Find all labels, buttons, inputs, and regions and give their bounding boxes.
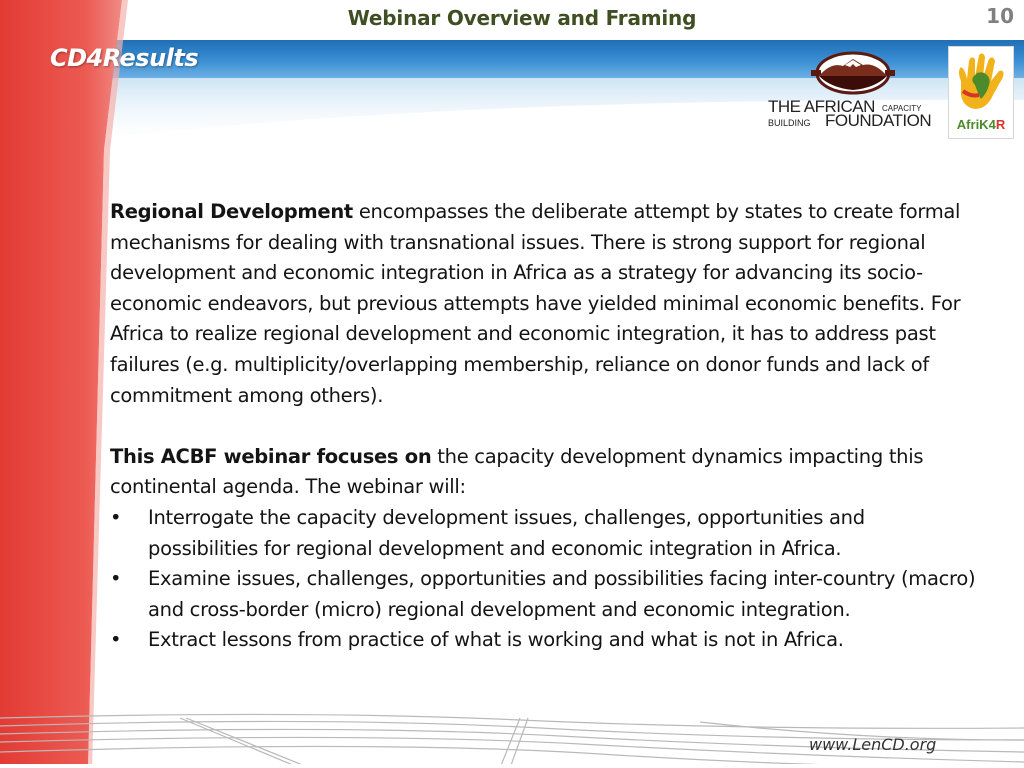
afrik4r-text-accent: R: [995, 117, 1006, 132]
paragraph1-text: encompasses the deliberate attempt by states to create formal mechanisms for dealing with transnational issues. There is strong support for regional development and economic integration in Africa as a strategy for advancing its socio-economic endeavors, but previous attempts have yielded minimal economic benefits. For Africa to realize regional development and economic integration, it has to address past failures (e.g. multiplicity/overlapping membership, reliance on donor funds and lack of commitment among others).: [110, 200, 961, 407]
afrik4r-text: [949, 117, 1013, 132]
paragraph1-bold-lead: Regional Development: [110, 200, 353, 223]
bullet-text: Interrogate the capacity development issues, challenges, opportunities and possibilities for regional development and economic integration in Africa.: [148, 505, 865, 560]
acbf-name-line1: THE AFRICAN: [768, 97, 875, 116]
acbf-name-capacity: CAPACITY: [882, 104, 922, 113]
brand-logo-text: CD4Results: [50, 44, 199, 72]
paragraph-spacer: [110, 411, 980, 442]
acbf-logo: [765, 50, 943, 132]
acbf-name-building: BUILDING: [768, 118, 811, 128]
footer-url: www.LenCD.org: [809, 735, 937, 754]
bullet-item: [110, 625, 980, 656]
bullet-text: Extract lessons from practice of what is working and what is not in Africa.: [148, 628, 844, 652]
bullet-dot-icon: •: [110, 567, 122, 591]
paragraph2-bold-lead: This ACBF webinar focuses on: [110, 444, 432, 468]
paragraph-webinar-focus: [110, 442, 980, 503]
paragraph2-text: the capacity development dynamics impacting this continental agenda. The webinar will:: [110, 444, 924, 499]
afrik4r-logo: [948, 46, 1014, 139]
afrik4r-text-main: AfriK4: [956, 117, 996, 132]
red-side-stripe: [0, 0, 122, 768]
paragraph-regional-development: [110, 197, 980, 411]
page-number: 10: [986, 4, 1014, 28]
bullet-list: [110, 503, 980, 656]
bullet-text: Examine issues, challenges, opportunities and possibilities facing inter-country (macro) and cross-border (micro) regional development and economic integration.: [148, 567, 976, 621]
hand-africa-icon: [953, 51, 1009, 115]
bullet-item: [110, 564, 980, 625]
bullet-dot-icon: •: [110, 505, 122, 529]
acbf-name-foundation: FOUNDATION: [825, 111, 932, 130]
mountain-emblem-icon: [809, 50, 897, 96]
slide-body: [110, 197, 980, 656]
bullet-item: [110, 503, 980, 564]
slide-title: Webinar Overview and Framing: [347, 6, 697, 30]
bullet-dot-icon: •: [110, 628, 122, 652]
